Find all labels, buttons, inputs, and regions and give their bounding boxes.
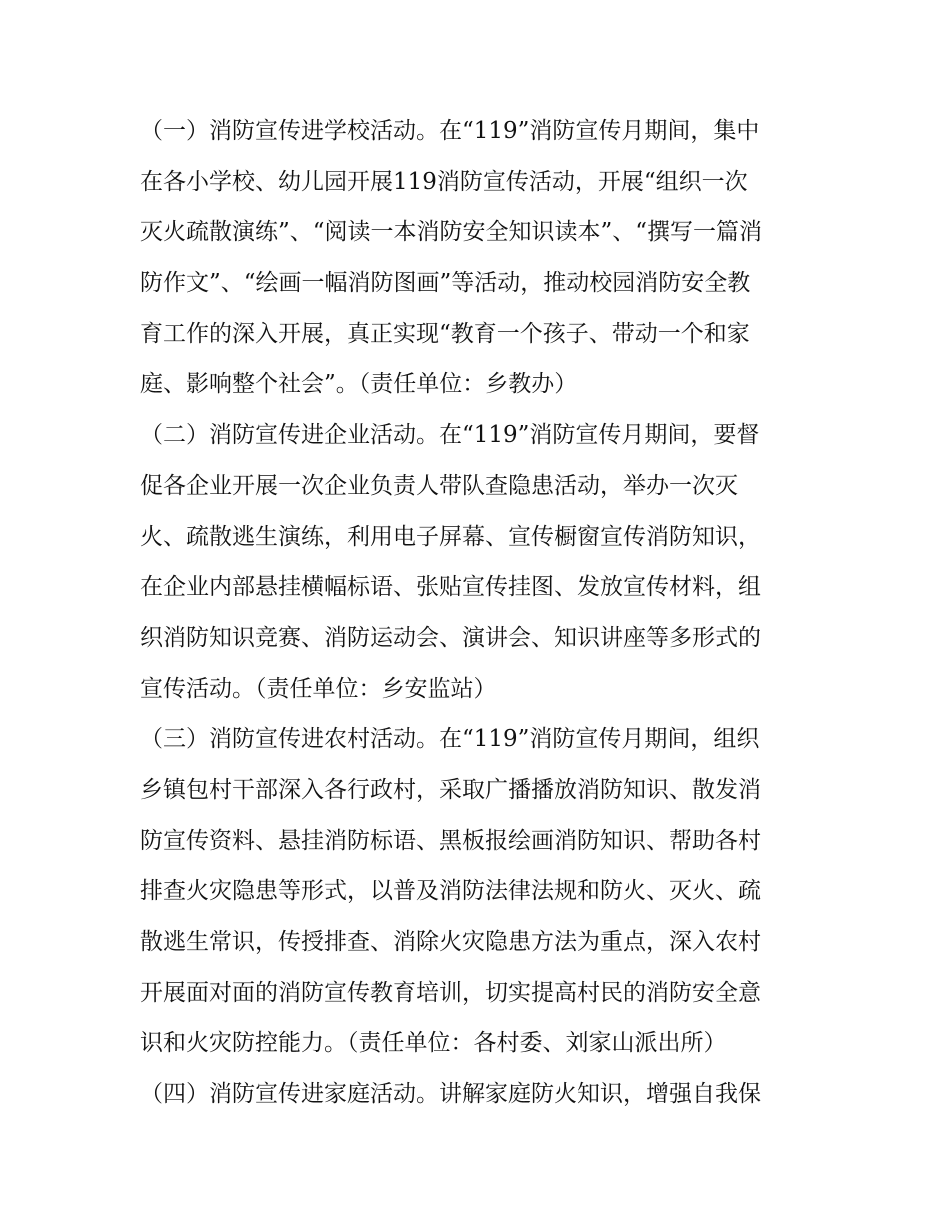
text-line: 宣传活动。（责任单位：乡安监站） (140, 675, 497, 702)
text-line: 在企业内部悬挂横幅标语、张贴宣传挂图、发放宣传材料，组 (140, 574, 761, 601)
text-line: 防宣传资料、悬挂消防标语、黑板报绘画消防知识、帮助各村 (140, 827, 761, 854)
text-line: 织消防知识竞赛、消防运动会、演讲会、知识讲座等多形式的 (140, 624, 761, 651)
text-line: 识和火灾防控能力。（责任单位：各村委、刘家山派出所） (140, 1030, 727, 1057)
text-line: 防作文”、“绘画一幅消防图画”等活动，推动校园消防安全教 (140, 270, 751, 297)
text-line: 火、疏散逃生演练，利用电子屏幕、宣传橱窗宣传消防知识， (140, 523, 761, 550)
text-line: （三）消防宣传进农村活动。在“119”消防宣传月期间，组织 (140, 726, 760, 753)
text-line: 开展面对面的消防宣传教育培训，切实提高村民的消防安全意 (140, 979, 761, 1006)
text-line: 乡镇包村干部深入各行政村，采取广播播放消防知识、散发消 (140, 776, 761, 803)
text-line: （一）消防宣传进学校活动。在“119”消防宣传月期间，集中 (140, 118, 760, 144)
text-line: 散逃生常识，传授排查、消除火灾隐患方法为重点，深入农村 (140, 929, 761, 955)
document-body (140, 106, 820, 1120)
text-line: 庭、影响整个社会”。（责任单位：乡教办） (140, 371, 578, 398)
text-line: （二）消防宣传进企业活动。在“119”消防宣传月期间，要督 (140, 422, 760, 449)
text-line: 育工作的深入开展，真正实现“教育一个孩子、带动一个和家 (140, 320, 750, 347)
text-line: 灭火疏散演练”、“阅读一本消防安全知识读本”、“撰写一篇消 (140, 219, 763, 246)
text-line: 排查火灾隐患等形式，以普及消防法律法规和防火、灭火、疏 (140, 878, 761, 905)
text-line: 在各小学校、幼儿园开展119消防宣传活动，开展“组织一次 (140, 168, 748, 195)
text-line: （四）消防宣传进家庭活动。讲解家庭防火知识，增强自我保 (140, 1081, 761, 1108)
text-line: 促各企业开展一次企业负责人带队查隐患活动，举办一次灭 (140, 472, 738, 499)
